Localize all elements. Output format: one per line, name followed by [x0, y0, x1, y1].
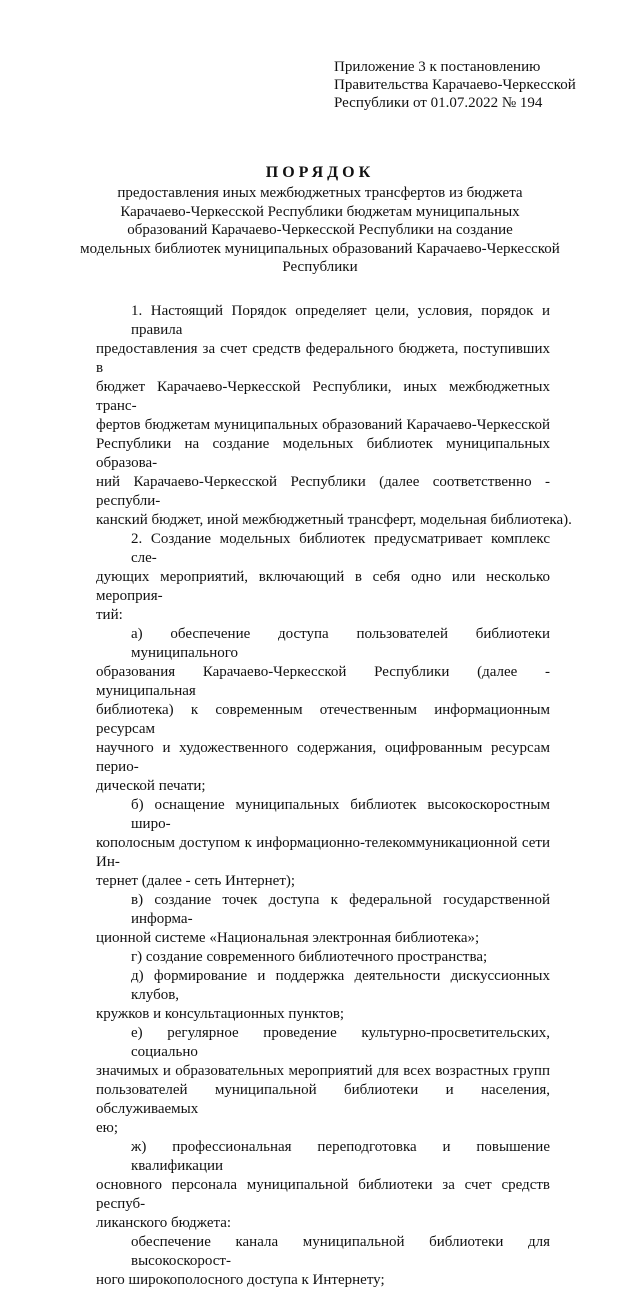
- text-line: кополосным доступом к информационно-телекоммуникационной сети Ин-: [96, 835, 550, 870]
- text-line: а) обеспечение доступа пользователей библиотеки муниципального: [131, 626, 550, 661]
- subitem-b: [96, 796, 550, 891]
- subitem-e: [96, 1024, 550, 1138]
- subitem-a: [96, 625, 550, 796]
- text-line: г) создание современного библиотечного пространства;: [131, 949, 488, 965]
- text-line: тий:: [96, 607, 123, 623]
- text-line: научного и художественного содержания, оцифрованным ресурсам перио-: [96, 740, 550, 775]
- text-line: д) формирование и поддержка деятельности дискуссионных клубов,: [131, 968, 550, 1003]
- document-subtitle: [80, 184, 560, 277]
- subitem-v: [96, 891, 550, 948]
- text-line: ею;: [96, 1120, 119, 1136]
- text-line: кружков и консультационных пунктов;: [96, 1006, 345, 1022]
- text-line: тернет (далее - сеть Интернет);: [96, 873, 296, 889]
- document-body: [96, 302, 572, 1290]
- text-line: ного широкополосного доступа к Интернету;: [96, 1272, 385, 1288]
- appendix-note: [334, 58, 576, 112]
- text-line: дующих мероприятий, включающий в себя одно или несколько мероприя-: [96, 569, 550, 604]
- text-line: Республики на создание модельных библиотек муниципальных образова-: [96, 436, 550, 471]
- text-line: е) регулярное проведение культурно-просветительских, социально: [131, 1025, 550, 1060]
- paragraph-1: [96, 302, 572, 530]
- text-line: основного персонала муниципальной библиотеки за счет средств респуб-: [96, 1177, 550, 1212]
- text-line: б) оснащение муниципальных библиотек высокоскоростным широ-: [131, 797, 550, 832]
- subitem-g: [96, 948, 550, 967]
- text-line: библиотека) к современным отечественным информационным ресурсам: [96, 702, 550, 737]
- text-line: ционной системе «Национальная электронная библиотека»;: [96, 930, 480, 946]
- subtitle-line: модельных библиотек муниципальных образований Карачаево-Черкесской: [80, 240, 560, 257]
- text-line: фертов бюджетам муниципальных образований Карачаево-Черкесской: [96, 417, 550, 433]
- subtitle-line: образований Карачаево-Черкесской Республики на создание: [127, 222, 513, 238]
- subitem-d: [96, 967, 550, 1024]
- paragraph-2: [96, 530, 550, 625]
- text-line: образования Карачаево-Черкесской Республики (далее - муниципальная: [96, 664, 550, 699]
- text-line: канский бюджет, иной межбюджетный трансферт, модельная библиотека).: [96, 512, 572, 528]
- text-line: ж) профессиональная переподготовка и повышение квалификации: [131, 1139, 550, 1174]
- appendix-line: Республики от 01.07.2022 № 194: [334, 95, 543, 111]
- text-line: обеспечение канала муниципальной библиотеки для высокоскорост-: [131, 1234, 550, 1269]
- text-line: 1. Настоящий Порядок определяет цели, условия, порядок и правила: [131, 303, 550, 338]
- appendix-line: Приложение 3 к постановлению: [334, 59, 541, 75]
- subtitle-line: Республики: [282, 259, 358, 275]
- subitem-zh: [96, 1138, 550, 1233]
- subtitle-line: предоставления иных межбюджетных трансфертов из бюджета: [117, 185, 523, 201]
- text-line: значимых и образовательных мероприятий для всех возрастных групп: [96, 1063, 550, 1079]
- text-line: дической печати;: [96, 778, 206, 794]
- text-line: ликанского бюджета:: [96, 1215, 232, 1231]
- text-line: ний Карачаево-Черкесской Республики (далее соответственно - республи-: [96, 474, 550, 509]
- document-heading: ПОРЯДОК: [265, 164, 375, 181]
- text-line: в) создание точек доступа к федеральной государственной информа-: [131, 892, 550, 927]
- text-line: предоставления за счет средств федерального бюджета, поступивших в: [96, 341, 550, 376]
- text-line: 2. Создание модельных библиотек предусматривает комплекс сле-: [131, 531, 550, 566]
- subtitle-line: Карачаево-Черкесской Республики бюджетам муниципальных: [120, 203, 520, 220]
- text-line: бюджет Карачаево-Черкесской Республики, иных межбюджетных транс-: [96, 379, 550, 414]
- text-line: пользователей муниципальной библиотеки и населения, обслуживаемых: [96, 1082, 550, 1117]
- appendix-line: Правительства Карачаево-Черкесской: [334, 77, 576, 93]
- subitem-channel: [96, 1233, 550, 1290]
